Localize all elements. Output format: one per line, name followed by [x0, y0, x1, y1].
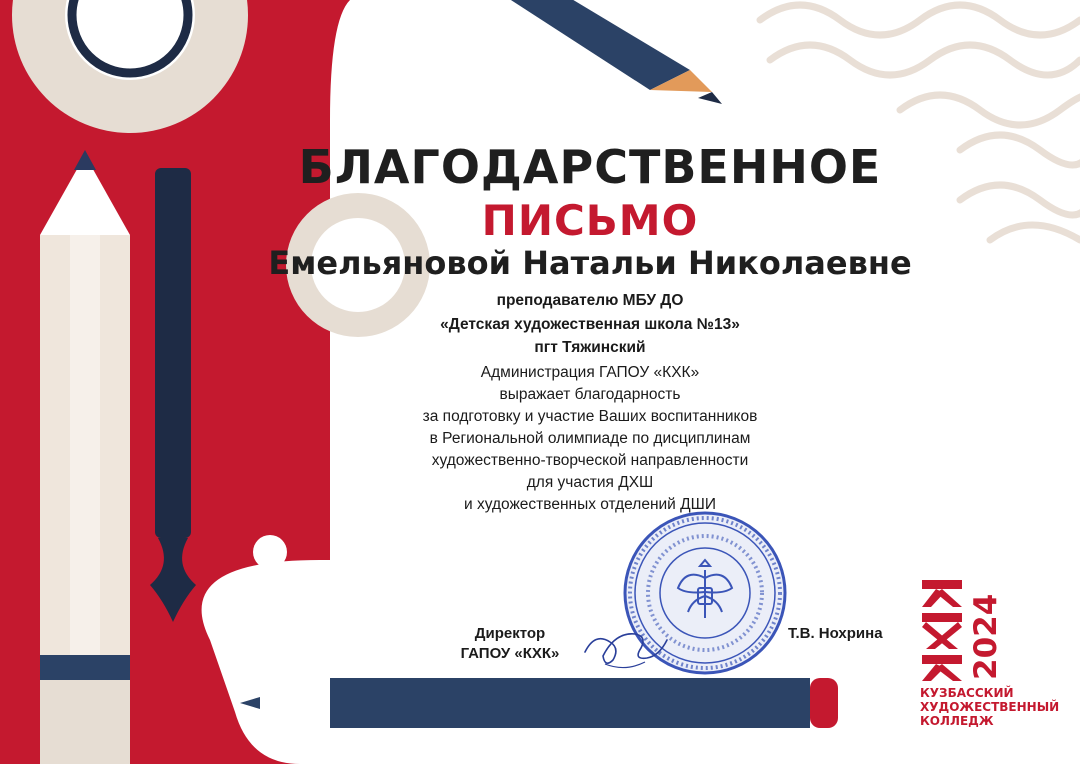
college-logo-icon — [918, 575, 1008, 685]
body-line: и художественных отделений ДШИ — [464, 496, 716, 513]
body-line: выражает благодарность — [499, 386, 681, 403]
position-line: пгт Тяжинский — [534, 339, 646, 356]
body-line: за подготовку и участие Ваших воспитанников — [422, 408, 758, 425]
college-name-line2: ХУДОЖЕСТВЕННЫЙ — [920, 700, 1060, 714]
body-line: в Региональной олимпиаде по дисциплинам — [429, 430, 751, 447]
signer-title-line1: Директор — [474, 625, 546, 642]
position-line: преподавателю МБУ ДО — [496, 292, 684, 309]
pencil-left-icon — [40, 150, 130, 764]
certificate-title-line2: ПИСЬМО — [481, 196, 699, 245]
college-name-line1: КУЗБАССКИЙ — [920, 686, 1014, 700]
logo-year: 2024 — [968, 593, 1004, 680]
certificate-title-line1: БЛАГОДАРСТВЕННОЕ — [298, 140, 882, 194]
body-line: Администрация ГАПОУ «КХК» — [480, 364, 700, 381]
body-line: художественно-творческой направленности — [431, 452, 749, 469]
signer-title — [440, 624, 580, 664]
body-line: для участия ДХШ — [526, 474, 654, 491]
recipient-name: Емельяновой Натальи Николаевне — [268, 244, 912, 282]
college-name — [920, 686, 1059, 728]
signer-name: Т.В. Нохрина — [788, 625, 883, 642]
position-line: «Детская художественная школа №13» — [440, 316, 740, 333]
pencil-bottom-icon — [240, 678, 838, 728]
handwritten-signature — [575, 612, 675, 682]
logo-mark — [922, 580, 962, 681]
college-name-line3: КОЛЛЕДЖ — [920, 714, 994, 728]
signer-title-line2: ГАПОУ «КХК» — [460, 645, 560, 662]
